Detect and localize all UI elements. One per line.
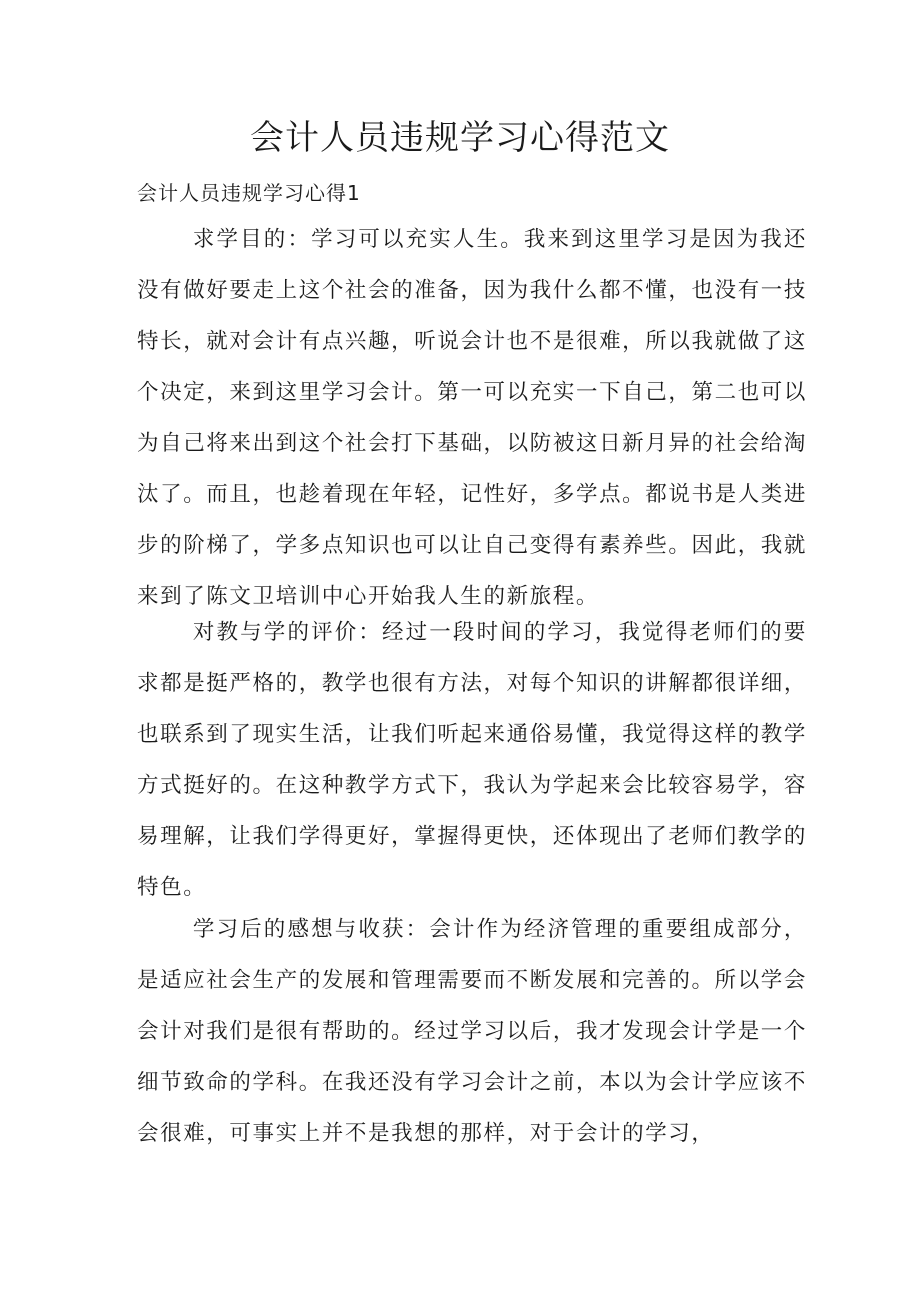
body-paragraph: 求学目的：学习可以充实人生。我来到这里学习是因为我还没有做好要走上这个社会的准备，因为我什么都不懂，也没有一技特长，就对会计有点兴趣，听说会计也不是很难，所以我就做了这个决定，来到这里学习会计。第一可以充实一下自己，第二也可以为自己将来出到这个社会打下基础，以防被这日新月异的社会给淘汰了。而且，也趁着现在年轻，记性好，多学点。都说书是人类进步的阶梯了，学多点知识也可以让自己变得有素养些。因此，我就来到了陈文卫培训中心开始我人生的新旅程。 <box>137 227 807 609</box>
body-paragraph: 对教与学的评价：经过一段时间的学习，我觉得老师们的要求都是挺严格的，教学也很有方法，对每个知识的讲解都很详细，也联系到了现实生活，让我们听起来通俗易懂，我觉得这样的教学方式挺好的。在这种教学方式下，我认为学起来会比较容易学，容易理解，让我们学得更好，掌握得更快，还体现出了老师们教学的特色。 <box>137 620 807 900</box>
section-heading: 会计人员违规学习心得1 <box>137 181 361 205</box>
body-paragraph: 学习后的感想与收获：会计作为经济管理的重要组成部分，是适应社会生产的发展和管理需要而不断发展和完善的。所以学会会计对我们是很有帮助的。经过学习以后，我才发现会计学是一个细节致命的学科。在我还没有学习会计之前，本以为会计学应该不会很难，可事实上并不是我想的那样，对于会计的学习， <box>137 917 807 1146</box>
document-title: 会计人员违规学习心得范文 <box>250 118 670 158</box>
